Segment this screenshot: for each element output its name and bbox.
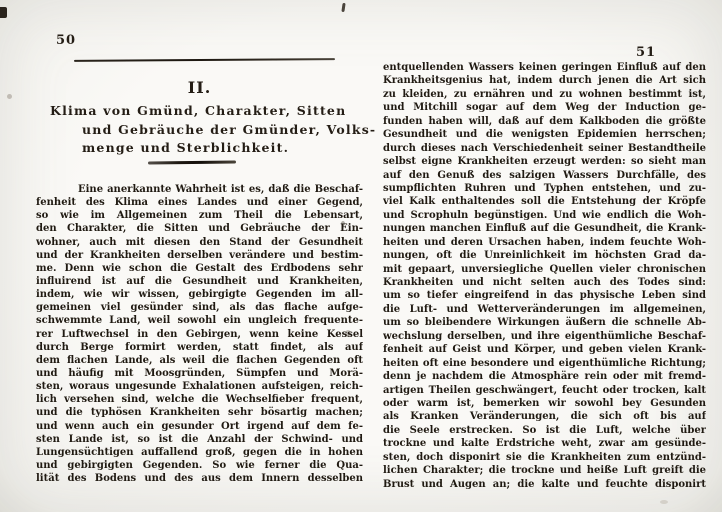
text-line: artigen Theilen geschwängert, feucht oder trocken, kalt	[383, 384, 706, 396]
text-line: funden haben will, daß auf dem Kalkboden die größte	[383, 115, 706, 127]
text-line: rer Luftwechsel in den Gebirgen, wenn keine Kessel	[36, 328, 363, 340]
text-line: sten, doch disponirt sie die Krankheiten zum entzünd-	[383, 451, 706, 463]
title-divider	[148, 161, 236, 165]
text-line: mit gepaart, unversiegliche Quellen vieler chronischen	[383, 263, 706, 275]
text-line: Gesundheit und die wenigsten Epidemien herrschen;	[383, 129, 706, 141]
text-line: wohner, auch mit diesen den Stand der Gesundheit	[36, 236, 363, 248]
text-line: lich versehen sind, welche die Wechselfieber frequent,	[36, 394, 363, 406]
text-line: oder warm ist, bemerken wir sowohl bey Gesunden	[383, 397, 706, 409]
text-line: die Seele erstrecken. So ist die Luft, welche über	[383, 424, 706, 436]
body-text-left	[36, 183, 363, 485]
text-line: lität des Bodens und des aus dem Innern desselben	[36, 473, 363, 485]
text-line: auf den Genuß des salzigen Wassers Durchfälle, des	[383, 169, 706, 181]
text-line: die Luft- und Wetterveränderungen im allgemeinen,	[383, 303, 706, 315]
chapter-title-line: und Gebräuche der Gmünder, Volks-	[82, 121, 377, 137]
text-line: sten, woraus ungesunde Exhalationen aufsteigen, reich-	[36, 381, 363, 393]
text-line: wechslung derselben, und ihre eigenthümliche Beschaf-	[383, 330, 706, 342]
text-line: influirend ist auf die Gesundheit und Krankheiten,	[36, 275, 363, 287]
text-line: Lungensüchtigen auffallend groß, gegen die in hohen	[36, 446, 363, 458]
body-text-right	[383, 61, 706, 491]
text-line: und die typhösen Krankheiten sehr bösartig machen;	[36, 407, 363, 419]
text-line: dem flachen Lande, als weil die flachen Gegenden oft	[36, 354, 363, 366]
text-line: um so tiefer eingreifend in das physische Leben sind	[383, 290, 706, 302]
text-line: entquellenden Wassers keinen geringen Einfluß auf den	[383, 62, 706, 73]
text-line: und Scrophuln begünstigen. Und wie endlich die Woh-	[383, 209, 706, 221]
chapter-title	[36, 102, 377, 158]
header-rule	[74, 58, 335, 62]
scan-artifact	[7, 94, 12, 99]
text-line: um so bleibendere Wirkungen äußern die schnelle Ab-	[383, 317, 706, 329]
text-line: Eine anerkannte Wahrheit ist es, daß die Beschaf-	[78, 184, 363, 195]
text-line: und Mitchill sogar auf dem Weg der Induction ge-	[383, 102, 706, 114]
chapter-title-line: menge und Sterblichkeit.	[82, 140, 290, 155]
text-line: schwemmte Land, weil sowohl ein ungleich frequente-	[36, 315, 363, 327]
scan-artifact	[0, 7, 7, 18]
text-line: gemeinen viel gesünder sind, als das flache aufge-	[36, 302, 363, 314]
text-line: und häufig mit Moosgründen, Sümpfen und Morä-	[36, 367, 363, 379]
text-line: Krankheitsgenius hat, indem durch jenen die Art sich	[383, 75, 706, 87]
text-line: durch dieses nach Verschiedenheit seiner Bestandtheile	[383, 142, 706, 154]
text-line: nungen manchen Einfluß auf die Gesundheit, die Krank-	[383, 223, 706, 235]
text-line: denn je nachdem die Atmosphäre rein oder mit fremd-	[383, 371, 706, 383]
text-line: heiten und deren Ursachen haben, indem feuchte Woh-	[383, 236, 706, 248]
text-line: heiten oft eine besondere und eigenthümliche Richtung;	[383, 357, 706, 369]
chapter-title-line: Klima von Gmünd, Charakter, Sitten	[50, 103, 347, 118]
text-line: viel Kalk enthaltendes soll die Entstehung der Kröpfe	[383, 196, 706, 208]
scan-artifact	[341, 3, 345, 12]
text-line: und der Krankheiten derselben verändere und bestim-	[36, 249, 363, 261]
text-line: me. Denn wie schon die Gestalt des Erdbodens sehr	[36, 262, 363, 274]
text-line: so wie im Allgemeinen zum Theil die Lebensart,	[36, 210, 363, 222]
text-line: und gebirgigten Gegenden. So wie ferner die Qua-	[36, 459, 363, 471]
text-line: indem, wie wir wissen, gebirgigte Gegenden im all-	[36, 289, 363, 301]
text-line: selbst eigne Krankheiten erzeugt werden: so sieht man	[383, 156, 706, 168]
text-line: als Kranken Veränderungen, die sich oft bis auf	[383, 411, 706, 423]
page-right	[383, 45, 706, 495]
text-line: lichen Charakter; die trockne und heiße Luft greift die	[383, 465, 706, 477]
page-number-left: 50	[56, 33, 77, 48]
text-line: fenheit des Klima eines Landes und einer Gegend,	[36, 197, 363, 209]
text-line: sten Lande ist, so ist die Anzahl der Schwind- und	[36, 433, 363, 445]
text-line: zu kleiden, zu ernähren und zu wohnen bestimmt ist,	[383, 88, 706, 100]
text-line: Brust und Augen an; die kalte und feuchte disponirt	[383, 478, 706, 490]
page-number-right: 51	[636, 45, 657, 60]
text-line: nungen, oft die Unreinlichkeit im höchsten Grad da-	[383, 250, 706, 262]
scan-artifact	[660, 500, 668, 504]
text-line: fenheit auf Geist und Körper, und geben vielen Krank-	[383, 344, 706, 356]
text-line: und wenn auch ein gesunder Ort irgend auf dem fe-	[36, 420, 363, 432]
text-line: den Charakter, die Sitten und Gebräuche der Ein-	[36, 223, 363, 235]
text-line: trockne und kalte Erdstriche weht, zwar am gesünde-	[383, 438, 706, 450]
page-left	[36, 33, 377, 493]
text-line: Krankheiten und nicht selten auch des Todes sind:	[383, 277, 706, 288]
text-line: sumpflichten Ruhren und Typhen entstehen, und zu-	[383, 182, 706, 194]
section-number: II.	[187, 78, 212, 97]
text-line: durch Berge formirt werden, statt findet, als auf	[36, 341, 363, 353]
